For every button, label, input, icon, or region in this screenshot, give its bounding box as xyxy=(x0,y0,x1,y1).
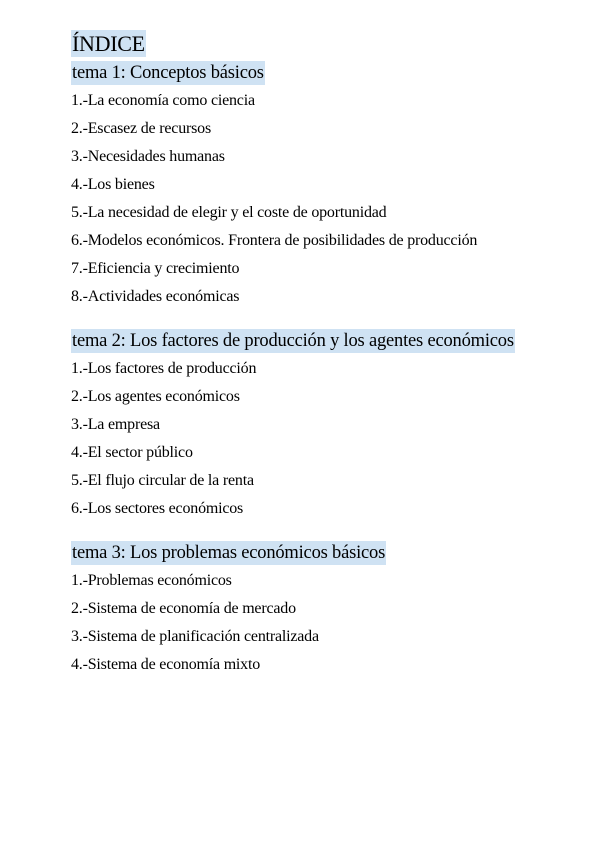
list-item: 2.-Sistema de economía de mercado xyxy=(71,600,296,617)
section-items xyxy=(71,567,591,679)
list-item: 1.-La economía como ciencia xyxy=(71,92,255,109)
section-heading: tema 1: Conceptos básicos xyxy=(72,63,264,83)
list-item: 3.-Necesidades humanas xyxy=(71,148,225,165)
list-item: 2.-Los agentes económicos xyxy=(71,388,240,405)
list-item: 4.-Sistema de economía mixto xyxy=(71,656,261,673)
section-items xyxy=(71,87,591,311)
list-item: 2.-Escasez de recursos xyxy=(71,120,211,137)
list-item: 1.-Problemas económicos xyxy=(71,572,232,589)
section-tema-1 xyxy=(71,61,591,311)
list-item: 4.-Los bienes xyxy=(71,176,155,193)
list-item: 1.-Los factores de producción xyxy=(71,360,257,377)
list-item: 4.-El sector público xyxy=(71,444,193,461)
section-heading: tema 2: Los factores de producción y los agentes económicos xyxy=(72,331,514,351)
section-tema-3 xyxy=(71,541,591,679)
document-title: ÍNDICE xyxy=(72,31,145,56)
section-items xyxy=(71,355,591,523)
list-item: 3.-La empresa xyxy=(71,416,160,433)
section-heading: tema 3: Los problemas económicos básicos xyxy=(72,543,386,563)
list-item: 3.-Sistema de planificación centralizada xyxy=(71,628,319,645)
list-item: 8.-Actividades económicas xyxy=(71,288,240,305)
list-item: 5.-El flujo circular de la renta xyxy=(71,472,254,489)
list-item: 5.-La necesidad de elegir y el coste de oportunidad xyxy=(71,204,387,221)
list-item: 6.-Los sectores económicos xyxy=(71,500,244,517)
document-page xyxy=(71,30,591,679)
section-tema-2 xyxy=(71,329,591,523)
list-item: 6.-Modelos económicos. Frontera de posibilidades de producción xyxy=(71,232,478,249)
list-item: 7.-Eficiencia y crecimiento xyxy=(71,260,240,277)
